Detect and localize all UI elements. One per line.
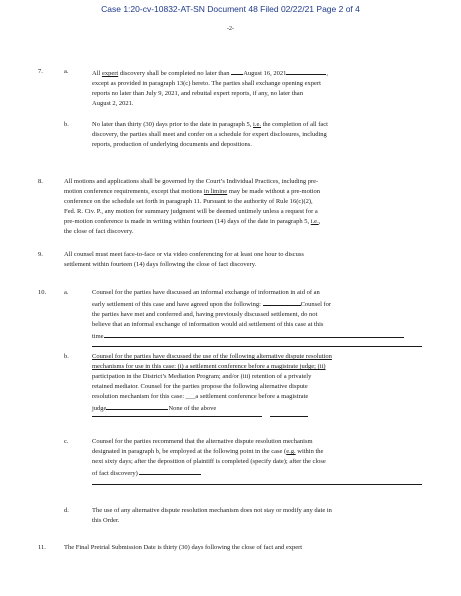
para-10a-text: Counsel for the parties have discussed an informal exchange of information in aid of an early settlement of this case and have agreed upon the following: Counsel for the parties have met and conferred and, having previously discussed settlement, do not believe that an informal exchange of information would aid settlement of this case at this time: [92, 288, 432, 342]
para-10c-text: Counsel for the parties recommend that the alternative dispute resolution mechanism designated in paragraph b, be employed at the following point in the case (e.g. within the next sixty days; after the deposition of plaintiff is completed (specify date); after the close of fact discovery): [92, 438, 326, 477]
para-7b-label: b.: [64, 121, 69, 128]
para-8-number: 8.: [38, 178, 43, 185]
para-11-number: 11.: [38, 544, 46, 551]
para-10d-text: The use of any alternative dispute resolution mechanism does not stay or modify any date in this Order.: [92, 507, 332, 524]
para-9-number: 9.: [38, 251, 43, 258]
para-9-text: All counsel must meet face-to-face or via video conferencing for at least one hour to discuss settlement within fourteen (14) days following the close of fact discovery.: [64, 251, 304, 268]
para-10b-label: b.: [64, 353, 69, 360]
page-number: -2-: [227, 26, 234, 32]
para-7a-text: All expert discovery shall be completed no later than August 16, 2021 , except as provided in paragraph 13(c) hereto. The parties shall exchange opening expert reports no later than July 9, 2021, and rebuttal expert reports, if any, no later than August 2, 2021.: [92, 67, 432, 109]
para-10b-blank-line-2: [270, 416, 308, 417]
para-10c-label: c.: [64, 438, 69, 445]
para-10a-label: a.: [64, 289, 69, 296]
para-10c-blank-line: [92, 484, 422, 485]
para-7-number: 7.: [38, 68, 43, 75]
para-10d-label: d.: [64, 507, 69, 514]
para-11-text: The Final Pretrial Submission Date is thirty (30) days following the close of fact and expert: [64, 544, 303, 551]
para-7a-label: a.: [64, 68, 69, 75]
case-header: Case 1:20-cv-10832-AT-SN Document 48 Filed 02/22/21 Page 2 of 4: [101, 4, 360, 14]
para-8-text: All motions and applications shall be governed by the Court’s Individual Practices, including pre- motion conference requirements, except that motions in limine may be made without a pre-motion conference on the schedule set forth in paragraph 11. Pursuant to the authority of Rule 16(c)(2), Fed. R. Civ. P., any motion for summary judgment will be deemed untimely unless a request for a pre-motion conference is made in writing within fourteen (14) days of the date in paragraph 5, i.e., the close of fact discovery.: [64, 178, 321, 235]
para-7b-text: No later than thirty (30) days prior to the date in paragraph 5, i.e. the completion of all fact discovery, the parties shall meet and confer on a schedule for expert disclosures, including reports, production of underlying documents and depositions.: [92, 121, 328, 148]
para-10b-text: Counsel for the parties have discussed the use of the following alternative dispute resolution mechanisms for use in this case: (i) a settlement conference before a magistrate judge; (ii) participation in the District’s Mediation Program; and/or (iii) retention of a privately retained mediator. Counsel for the parties propose the following alternative dispute resolution mechanism for this case: ___a settlement conference before a magistrate judge None of the above: [92, 353, 332, 412]
para-10a-blank-line: [92, 346, 422, 347]
para-10-number: 10.: [38, 289, 47, 296]
para-10b-blank-line-1: [92, 416, 262, 417]
